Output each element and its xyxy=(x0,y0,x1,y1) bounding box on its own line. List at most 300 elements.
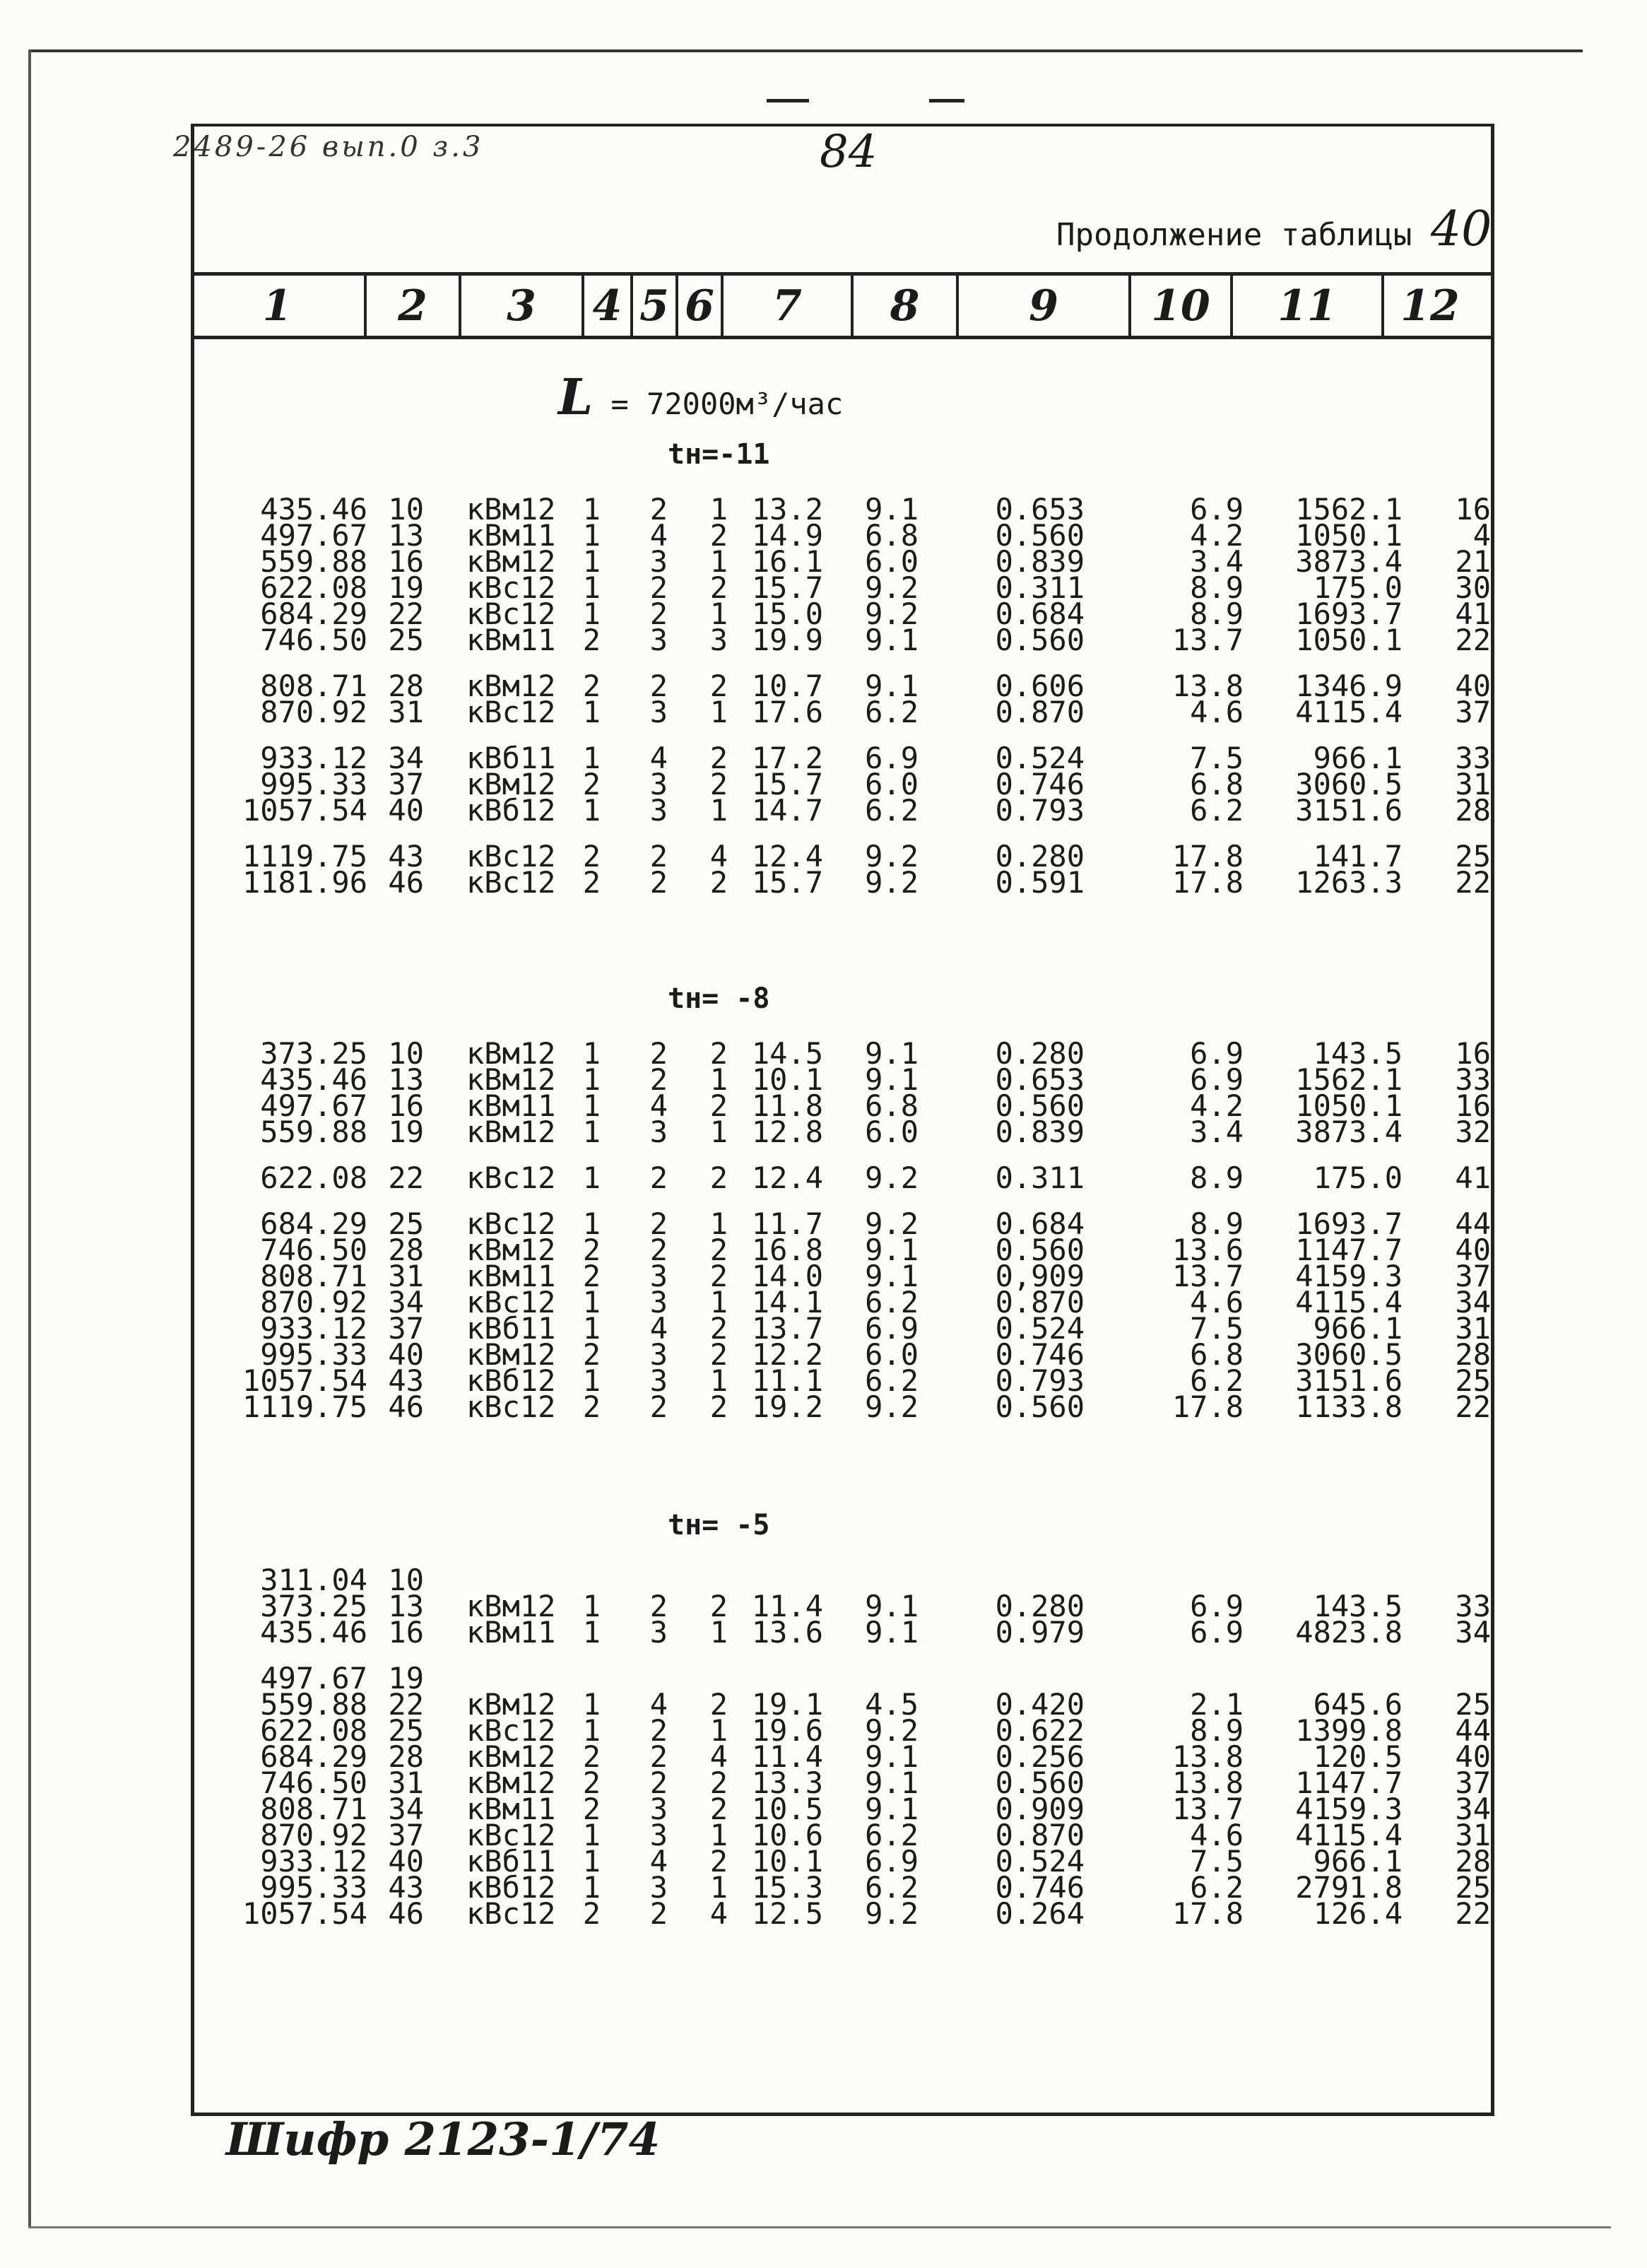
cell-col-2: 43 xyxy=(388,1363,424,1398)
cell-col-8: 9.1 xyxy=(865,1036,919,1071)
cell-col-11: 175.0 xyxy=(1313,570,1403,605)
cell-col-10: 13.7 xyxy=(1171,1792,1244,1826)
cell-col-8: 9.1 xyxy=(865,1765,919,1800)
cell-col-10: 13.8 xyxy=(1171,669,1244,703)
cell-col-4: 2 xyxy=(582,839,601,874)
cell-col-7: 12.2 xyxy=(751,1337,823,1372)
cell-col-8: 9.2 xyxy=(865,1896,919,1931)
cell-col-1: 808.71 xyxy=(260,669,367,703)
cell-col-2: 28 xyxy=(388,1739,424,1774)
cell-col-2: 46 xyxy=(388,865,424,900)
cell-col-8: 6.2 xyxy=(865,1285,919,1320)
cell-col-12: 22 xyxy=(1455,1389,1491,1424)
table-row xyxy=(191,1870,1491,1905)
cell-col-8: 9.2 xyxy=(865,1161,919,1195)
cell-col-3: кВс12 xyxy=(466,597,556,631)
cell-col-8: 9.1 xyxy=(865,1233,919,1267)
cell-col-8: 9.2 xyxy=(865,1206,919,1241)
cell-col-1: 435.46 xyxy=(260,492,367,527)
cell-col-12: 41 xyxy=(1455,1161,1491,1195)
cell-col-5: 2 xyxy=(649,492,668,527)
cell-col-5: 3 xyxy=(649,793,668,828)
cell-col-4: 1 xyxy=(582,1036,601,1071)
cell-col-2: 25 xyxy=(388,1206,424,1241)
cell-col-1: 1181.96 xyxy=(242,865,367,900)
cell-col-10: 8.9 xyxy=(1190,1206,1244,1241)
cell-col-1: 684.29 xyxy=(260,597,367,631)
outer-border-left xyxy=(28,49,31,2226)
cell-col-7: 10.6 xyxy=(751,1818,823,1852)
cell-col-2: 22 xyxy=(388,1161,424,1195)
cell-col-6: 1 xyxy=(709,1870,728,1905)
cell-col-9: 0.622 xyxy=(995,1713,1085,1748)
table-row xyxy=(191,1115,1491,1149)
cell-col-12: 37 xyxy=(1455,1259,1491,1293)
cell-col-6: 4 xyxy=(709,1896,728,1931)
cell-col-7: 11.4 xyxy=(751,1739,823,1774)
column-header-5: 5 xyxy=(633,276,678,336)
cell-col-3: кВб12 xyxy=(466,1870,556,1905)
cell-col-3: кВм12 xyxy=(466,669,556,703)
cell-col-8: 9.2 xyxy=(865,1389,919,1424)
cell-col-9: 0.606 xyxy=(995,669,1085,703)
cell-col-3: кВб12 xyxy=(466,1363,556,1398)
cell-col-6: 2 xyxy=(709,1337,728,1372)
cell-col-11: 126.4 xyxy=(1313,1896,1403,1931)
cell-col-12: 40 xyxy=(1455,1233,1491,1267)
cell-col-2: 16 xyxy=(388,1615,424,1650)
cell-col-12: 25 xyxy=(1455,1363,1491,1398)
cell-col-7: 15.7 xyxy=(751,767,823,801)
flow-symbol: L xyxy=(558,368,594,426)
cell-col-2: 46 xyxy=(388,1896,424,1931)
cell-col-1: 870.92 xyxy=(260,695,367,729)
cell-col-9: 0.524 xyxy=(995,741,1085,775)
cell-col-7: 17.6 xyxy=(751,695,823,729)
cell-col-8: 4.5 xyxy=(865,1687,919,1722)
cell-col-12: 22 xyxy=(1455,623,1491,657)
cell-col-12: 25 xyxy=(1455,1870,1491,1905)
cell-col-5: 4 xyxy=(649,741,668,775)
cell-col-11: 3060.5 xyxy=(1295,767,1403,801)
continuation-label: Продолжение таблицы xyxy=(1056,217,1412,253)
cell-col-12: 31 xyxy=(1455,1311,1491,1346)
cell-col-2: 16 xyxy=(388,544,424,579)
cell-col-6: 2 xyxy=(709,1233,728,1267)
cell-col-5: 2 xyxy=(649,597,668,631)
cell-col-3: кВс12 xyxy=(466,695,556,729)
cell-col-4: 2 xyxy=(582,1389,601,1424)
cell-col-10: 8.9 xyxy=(1190,570,1244,605)
top-dash-left xyxy=(767,99,809,102)
cell-col-1: 559.88 xyxy=(260,544,367,579)
cell-col-11: 4823.8 xyxy=(1295,1615,1403,1650)
cell-col-2: 31 xyxy=(388,1259,424,1293)
cell-col-7: 19.6 xyxy=(751,1713,823,1748)
cell-col-2: 40 xyxy=(388,793,424,828)
cell-col-7: 15.7 xyxy=(751,865,823,900)
cell-col-2: 43 xyxy=(388,1870,424,1905)
cell-col-8: 6.0 xyxy=(865,1337,919,1372)
cell-col-2: 10 xyxy=(388,492,424,527)
cell-col-7: 12.4 xyxy=(751,1161,823,1195)
cell-col-5: 3 xyxy=(649,1363,668,1398)
cell-col-4: 2 xyxy=(582,1259,601,1293)
cell-col-5: 2 xyxy=(649,570,668,605)
cell-col-6: 1 xyxy=(709,1615,728,1650)
cell-col-7: 15.0 xyxy=(751,597,823,631)
cell-col-8: 6.0 xyxy=(865,1115,919,1149)
cell-col-4: 1 xyxy=(582,1062,601,1097)
cell-col-7: 19.2 xyxy=(751,1389,823,1424)
cell-col-9: 0.280 xyxy=(995,839,1085,874)
cell-col-11: 1147.7 xyxy=(1295,1765,1403,1800)
cell-col-9: 0.684 xyxy=(995,597,1085,631)
cell-col-12: 44 xyxy=(1455,1206,1491,1241)
cell-col-9: 0.560 xyxy=(995,1233,1085,1267)
cell-col-6: 2 xyxy=(709,1844,728,1879)
cell-col-2: 37 xyxy=(388,767,424,801)
cell-col-12: 31 xyxy=(1455,767,1491,801)
cell-col-3: кВб11 xyxy=(466,1844,556,1879)
cell-col-4: 2 xyxy=(582,1896,601,1931)
cell-col-9: 0.311 xyxy=(995,1161,1085,1195)
cell-col-5: 2 xyxy=(649,1036,668,1071)
table-row xyxy=(191,1285,1491,1320)
cell-col-8: 9.2 xyxy=(865,865,919,900)
cell-col-11: 1050.1 xyxy=(1295,623,1403,657)
cell-col-12: 16 xyxy=(1455,1088,1491,1123)
cell-col-10: 13.8 xyxy=(1171,1765,1244,1800)
cell-col-9: 0.420 xyxy=(995,1687,1085,1722)
cell-col-4: 2 xyxy=(582,1233,601,1267)
cell-col-9: 0.870 xyxy=(995,1285,1085,1320)
cell-col-7: 14.0 xyxy=(751,1259,823,1293)
cell-col-12: 25 xyxy=(1455,1687,1491,1722)
cell-col-8: 9.2 xyxy=(865,1713,919,1748)
cell-col-4: 1 xyxy=(582,1161,601,1195)
cell-col-1: 933.12 xyxy=(260,1844,367,1879)
cell-col-11: 1346.9 xyxy=(1295,669,1403,703)
cell-col-4: 2 xyxy=(582,623,601,657)
cell-col-6: 4 xyxy=(709,839,728,874)
cell-col-6: 2 xyxy=(709,1589,728,1623)
cell-col-7: 11.4 xyxy=(751,1589,823,1623)
cell-col-5: 2 xyxy=(649,1765,668,1800)
cell-col-4: 1 xyxy=(582,1589,601,1623)
cell-col-7: 13.2 xyxy=(751,492,823,527)
cell-col-10: 6.8 xyxy=(1190,1337,1244,1372)
cell-col-5: 2 xyxy=(649,1713,668,1748)
cell-col-1: 559.88 xyxy=(260,1687,367,1722)
column-header-4: 4 xyxy=(584,276,633,336)
cell-col-4: 2 xyxy=(582,767,601,801)
column-header-11: 11 xyxy=(1233,276,1384,336)
cell-col-2: 10 xyxy=(388,1036,424,1071)
cell-col-6: 1 xyxy=(709,544,728,579)
cell-col-12: 28 xyxy=(1455,1337,1491,1372)
cell-col-6: 1 xyxy=(709,1363,728,1398)
cell-col-1: 746.50 xyxy=(260,623,367,657)
cell-col-9: 0.560 xyxy=(995,1389,1085,1424)
cell-col-10: 8.9 xyxy=(1190,1161,1244,1195)
cell-col-8: 9.1 xyxy=(865,1589,919,1623)
column-header-10: 10 xyxy=(1131,276,1233,336)
cell-col-10: 13.7 xyxy=(1171,1259,1244,1293)
cell-col-3: кВм12 xyxy=(466,1739,556,1774)
cell-col-11: 1147.7 xyxy=(1295,1233,1403,1267)
cell-col-4: 2 xyxy=(582,1765,601,1800)
cell-col-5: 4 xyxy=(649,1844,668,1879)
cell-col-8: 9.2 xyxy=(865,839,919,874)
cell-col-4: 1 xyxy=(582,695,601,729)
cell-col-1: 995.33 xyxy=(260,767,367,801)
cell-col-5: 4 xyxy=(649,1687,668,1722)
cell-col-4: 1 xyxy=(582,492,601,527)
cell-col-10: 8.9 xyxy=(1190,597,1244,631)
cell-col-3: кВм11 xyxy=(466,623,556,657)
cell-col-10: 4.2 xyxy=(1190,518,1244,553)
table-row xyxy=(191,865,1491,900)
cell-col-9: 0.524 xyxy=(995,1844,1085,1879)
cell-col-11: 3151.6 xyxy=(1295,793,1403,828)
cell-col-11: 2791.8 xyxy=(1295,1870,1403,1905)
cell-col-6: 2 xyxy=(709,767,728,801)
cell-col-3: кВм11 xyxy=(466,1088,556,1123)
cell-col-5: 2 xyxy=(649,1589,668,1623)
cell-col-10: 13.8 xyxy=(1171,1739,1244,1774)
cell-col-9: 0.746 xyxy=(995,1870,1085,1905)
cell-col-8: 9.1 xyxy=(865,1259,919,1293)
cell-col-8: 6.2 xyxy=(865,793,919,828)
cell-col-3: кВм11 xyxy=(466,1259,556,1293)
cell-col-1: 933.12 xyxy=(260,741,367,775)
cell-col-3: кВм12 xyxy=(466,1062,556,1097)
column-header-7: 7 xyxy=(724,276,854,336)
cell-col-9: 0.839 xyxy=(995,1115,1085,1149)
cell-col-11: 1562.1 xyxy=(1295,1062,1403,1097)
cell-col-8: 6.8 xyxy=(865,518,919,553)
cell-col-5: 3 xyxy=(649,1259,668,1293)
column-header-3: 3 xyxy=(461,276,584,336)
outer-border-bottom xyxy=(28,2226,1611,2228)
cell-col-9: 0,909 xyxy=(995,1259,1085,1293)
cell-col-10: 7.5 xyxy=(1190,1311,1244,1346)
cell-col-2: 13 xyxy=(388,518,424,553)
cell-col-1: 1057.54 xyxy=(242,1896,367,1931)
cell-col-11: 4159.3 xyxy=(1295,1259,1403,1293)
cell-col-11: 4115.4 xyxy=(1295,1818,1403,1852)
cell-col-4: 1 xyxy=(582,1615,601,1650)
cell-col-7: 19.1 xyxy=(751,1687,823,1722)
cell-col-2: 10 xyxy=(388,1563,424,1597)
cell-col-4: 1 xyxy=(582,1844,601,1879)
cell-col-3: кВб12 xyxy=(466,793,556,828)
cell-col-3: кВм12 xyxy=(466,1765,556,1800)
cell-col-2: 19 xyxy=(388,1115,424,1149)
cell-col-3: кВм12 xyxy=(466,492,556,527)
cell-col-9: 0.256 xyxy=(995,1739,1085,1774)
cell-col-4: 1 xyxy=(582,1285,601,1320)
cell-col-7: 10.5 xyxy=(751,1792,823,1826)
cell-col-1: 1057.54 xyxy=(242,1363,367,1398)
cell-col-3: кВм12 xyxy=(466,1036,556,1071)
section-title: tн=-11 xyxy=(668,438,770,471)
cell-col-11: 4159.3 xyxy=(1295,1792,1403,1826)
cell-col-1: 808.71 xyxy=(260,1259,367,1293)
cell-col-1: 933.12 xyxy=(260,1311,367,1346)
section-title: tн= -5 xyxy=(668,1509,770,1541)
document-code: 2489-26 вып.0 з.3 xyxy=(173,131,484,163)
cell-col-1: 435.46 xyxy=(260,1062,367,1097)
cell-col-2: 37 xyxy=(388,1818,424,1852)
cell-col-1: 435.46 xyxy=(260,1615,367,1650)
cell-col-10: 6.2 xyxy=(1190,793,1244,828)
cell-col-4: 1 xyxy=(582,1687,601,1722)
cell-col-5: 2 xyxy=(649,865,668,900)
cell-col-2: 31 xyxy=(388,1765,424,1800)
cell-col-3: кВс12 xyxy=(466,1896,556,1931)
cell-col-4: 2 xyxy=(582,1739,601,1774)
cell-col-4: 1 xyxy=(582,1713,601,1748)
cell-col-2: 34 xyxy=(388,1285,424,1320)
cell-col-4: 2 xyxy=(582,1337,601,1372)
cell-col-8: 9.2 xyxy=(865,570,919,605)
cell-col-7: 10.1 xyxy=(751,1062,823,1097)
cell-col-12: 37 xyxy=(1455,695,1491,729)
cell-col-10: 4.6 xyxy=(1190,1285,1244,1320)
cell-col-10: 4.6 xyxy=(1190,1818,1244,1852)
cell-col-8: 6.0 xyxy=(865,767,919,801)
cell-col-5: 2 xyxy=(649,1389,668,1424)
cell-col-11: 4115.4 xyxy=(1295,1285,1403,1320)
cell-col-7: 17.2 xyxy=(751,741,823,775)
cell-col-10: 2.1 xyxy=(1190,1687,1244,1722)
cell-col-5: 2 xyxy=(649,1161,668,1195)
cell-col-11: 1133.8 xyxy=(1295,1389,1403,1424)
cell-col-2: 16 xyxy=(388,1088,424,1123)
cell-col-7: 11.1 xyxy=(751,1363,823,1398)
cell-col-2: 19 xyxy=(388,570,424,605)
cell-col-8: 6.9 xyxy=(865,1311,919,1346)
cell-col-9: 0.280 xyxy=(995,1589,1085,1623)
cell-col-5: 3 xyxy=(649,623,668,657)
cell-col-12: 22 xyxy=(1455,1896,1491,1931)
cell-col-11: 1693.7 xyxy=(1295,1206,1403,1241)
cell-col-10: 4.6 xyxy=(1190,695,1244,729)
cell-col-10: 13.6 xyxy=(1171,1233,1244,1267)
cell-col-4: 1 xyxy=(582,1818,601,1852)
cell-col-8: 6.2 xyxy=(865,695,919,729)
cell-col-2: 28 xyxy=(388,669,424,703)
cell-col-3: кВс12 xyxy=(466,1206,556,1241)
cell-col-9: 0.684 xyxy=(995,1206,1085,1241)
cell-col-5: 3 xyxy=(649,1285,668,1320)
cell-col-9: 0.264 xyxy=(995,1896,1085,1931)
cell-col-10: 6.8 xyxy=(1190,767,1244,801)
cell-col-12: 28 xyxy=(1455,1844,1491,1879)
cell-col-8: 9.1 xyxy=(865,492,919,527)
cell-col-7: 14.7 xyxy=(751,793,823,828)
cell-col-11: 1050.1 xyxy=(1295,518,1403,553)
cell-col-11: 966.1 xyxy=(1313,1311,1403,1346)
cell-col-6: 2 xyxy=(709,1792,728,1826)
cell-col-10: 17.8 xyxy=(1171,839,1244,874)
airflow-label xyxy=(558,368,843,426)
cell-col-9: 0.793 xyxy=(995,1363,1085,1398)
table-row xyxy=(191,695,1491,729)
cell-col-4: 1 xyxy=(582,741,601,775)
cell-col-5: 2 xyxy=(649,1062,668,1097)
cell-col-2: 43 xyxy=(388,839,424,874)
table-row xyxy=(191,1713,1491,1748)
cell-col-6: 3 xyxy=(709,623,728,657)
cell-col-3: кВс12 xyxy=(466,570,556,605)
cell-col-5: 4 xyxy=(649,1311,668,1346)
cell-col-10: 3.4 xyxy=(1190,544,1244,579)
cell-col-11: 3060.5 xyxy=(1295,1337,1403,1372)
cell-col-6: 4 xyxy=(709,1739,728,1774)
cell-col-11: 966.1 xyxy=(1313,741,1403,775)
section-title: tн= -8 xyxy=(668,982,770,1015)
cell-col-10: 6.2 xyxy=(1190,1870,1244,1905)
cell-col-9: 0.979 xyxy=(995,1615,1085,1650)
cell-col-3: кВб11 xyxy=(466,1311,556,1346)
cell-col-11: 1562.1 xyxy=(1295,492,1403,527)
cell-col-9: 0.280 xyxy=(995,1036,1085,1071)
cell-col-2: 28 xyxy=(388,1233,424,1267)
cell-col-1: 684.29 xyxy=(260,1739,367,1774)
cell-col-8: 9.1 xyxy=(865,1062,919,1097)
cell-col-12: 21 xyxy=(1455,544,1491,579)
cell-col-12: 31 xyxy=(1455,1818,1491,1852)
cell-col-1: 684.29 xyxy=(260,1206,367,1241)
cell-col-7: 10.7 xyxy=(751,669,823,703)
column-header-1: 1 xyxy=(191,276,367,336)
cell-col-4: 1 xyxy=(582,1870,601,1905)
cell-col-8: 9.2 xyxy=(865,597,919,631)
cell-col-1: 995.33 xyxy=(260,1870,367,1905)
cell-col-10: 7.5 xyxy=(1190,741,1244,775)
cell-col-3: кВс12 xyxy=(466,1713,556,1748)
cell-col-10: 3.4 xyxy=(1190,1115,1244,1149)
cell-col-6: 2 xyxy=(709,1088,728,1123)
cell-col-11: 1263.3 xyxy=(1295,865,1403,900)
cell-col-8: 6.0 xyxy=(865,544,919,579)
cell-col-2: 25 xyxy=(388,623,424,657)
cell-col-3: кВс12 xyxy=(466,1389,556,1424)
cell-col-5: 2 xyxy=(649,669,668,703)
cell-col-8: 6.9 xyxy=(865,741,919,775)
table-row xyxy=(191,544,1491,579)
cell-col-12: 33 xyxy=(1455,741,1491,775)
cell-col-9: 0.746 xyxy=(995,1337,1085,1372)
cell-col-3: кВм12 xyxy=(466,1687,556,1722)
cell-col-11: 141.7 xyxy=(1313,839,1403,874)
cell-col-1: 622.08 xyxy=(260,1713,367,1748)
cell-col-8: 9.1 xyxy=(865,623,919,657)
cell-col-11: 966.1 xyxy=(1313,1844,1403,1879)
cell-col-8: 9.1 xyxy=(865,669,919,703)
cell-col-5: 4 xyxy=(649,1088,668,1123)
cell-col-1: 622.08 xyxy=(260,1161,367,1195)
cell-col-2: 19 xyxy=(388,1661,424,1696)
cell-col-1: 870.92 xyxy=(260,1285,367,1320)
cell-col-4: 2 xyxy=(582,669,601,703)
cell-col-3: кВм11 xyxy=(466,1792,556,1826)
cell-col-3: кВм11 xyxy=(466,518,556,553)
cell-col-1: 373.25 xyxy=(260,1036,367,1071)
